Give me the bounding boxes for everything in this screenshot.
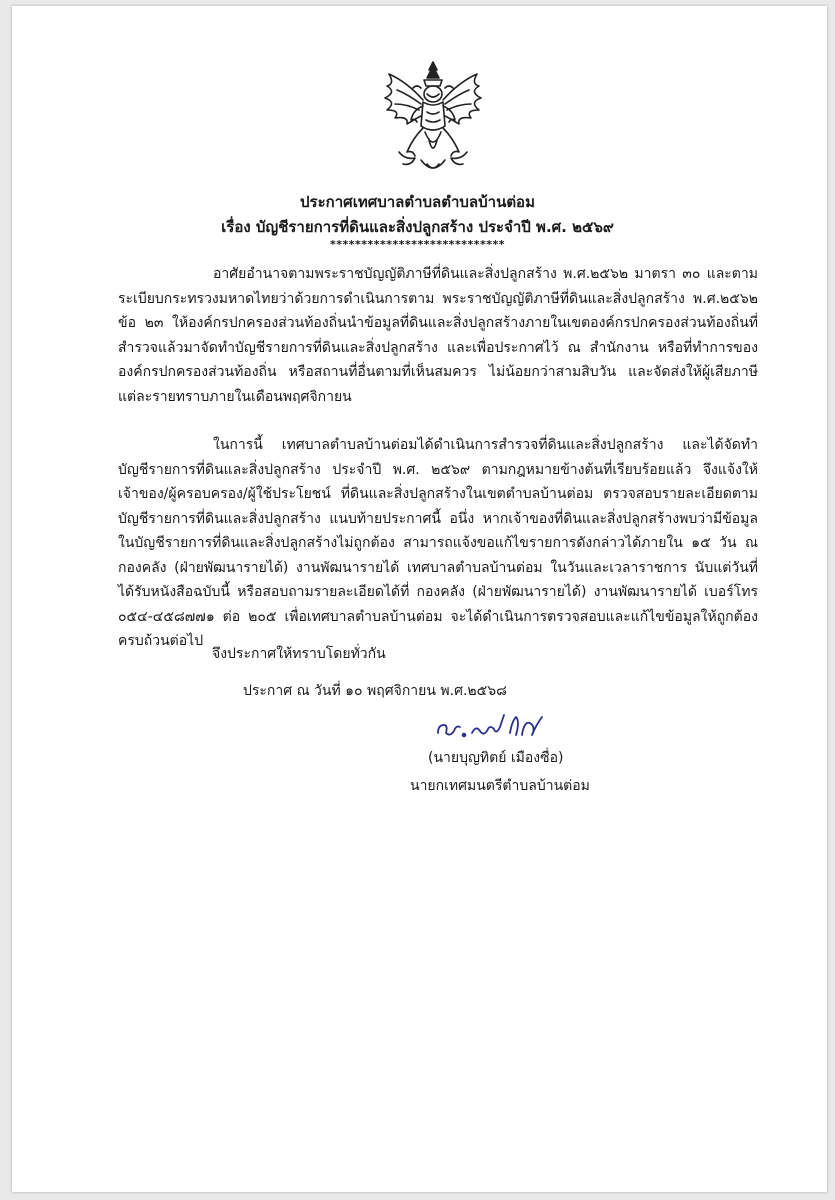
- announcement-subject: เรื่อง บัญชีรายการที่ดินและสิ่งปลูกสร้าง ประจำปี พ.ศ. ๒๕๖๙: [221, 218, 614, 236]
- title-separator: ****************************: [329, 238, 506, 251]
- announcement-title: ประกาศเทศบาลตำบลตำบลบ้านต่อม: [300, 193, 535, 211]
- body-paragraph-2: ในการนี้ เทศบาลตำบลบ้านต่อมได้ดำเนินการสำรวจที่ดินและสิ่งปลูกสร้าง และได้จัดทำบัญชีรายการที่ดินและสิ่งปลูกสร้าง ประจำปี พ.ศ. ๒๕๖๙ ตามกฎหมายข้างต้นที่เรียบร้อยแล้ว จึงแจ้งให้เจ้าของ/ผู้ครอบครอง/ผู้ใช้ประโยชน์ ที่ดินและสิ่งปลูกสร้างในเขตตำบลบ้านต่อม ตรวจสอบรายละเอียดตามบัญชีรายการที่ดินและสิ่งปลูกสร้าง แนบท้ายประกาศนี้ อนึ่ง หากเจ้าของที่ดินและสิ่งปลูกสร้างพบว่ามีข้อมูลในบัญชีรายการที่ดินและสิ่งปลูกสร้างไม่ถูกต้อง สามารถแจ้งขอแก้ไขรายการดังกล่าวได้ภายใน ๑๕ วัน ณ กองคลัง (ฝ่ายพัฒนารายได้) งานพัฒนารายได้ เทศบาลตำบลบ้านต่อม ในวันและเวลาราชการ นับแต่วันที่ได้รับหนังสือฉบับนี้ หรือสอบถามรายละเอียดได้ที่ กองคลัง (ฝ่ายพัฒนารายได้) งานพัฒนารายได้ เบอร์โทร ๐๕๔-๔๕๘๗๗๑ ต่อ ๒๐๕ เพื่อเทศบาลตำบลบ้านต่อม จะได้ดำเนินการตรวจสอบและแก้ไขข้อมูลให้ถูกต้องครบถ้วนต่อไป: [118, 437, 758, 649]
- handwritten-signature: [432, 707, 552, 747]
- signer-name: (นายบุญทิตย์ เมืองซื่อ): [428, 750, 564, 766]
- body-paragraph-1: อาศัยอำนาจตามพระราชบัญญัติภาษีที่ดินและสิ่งปลูกสร้าง พ.ศ.๒๕๖๒ มาตรา ๓๐ และตามระเบียบกระทรวงมหาดไทยว่าด้วยการดำเนินการตาม พระราชบัญญัติภาษีที่ดินและสิ่งปลูกสร้าง พ.ศ.๒๕๖๒ ข้อ ๒๓ ให้องค์กรปกครองส่วนท้องถิ่นนำข้อมูลที่ดินและสิ่งปลูกสร้างภายในเขตองค์กรปกครองส่วนท้องถิ่นที่สำรวจแล้วมาจัดทำบัญชีรายการที่ดินและสิ่งปลูกสร้าง และเพื่อประกาศไว้ ณ สำนักงาน หรือที่ทำการขององค์กรปกครองส่วนท้องถิ่น หรือสถานที่อื่นตามที่เห็นสมควร ไม่น้อยกว่าสามสิบวัน และจัดส่งให้ผู้เสียภาษีแต่ละรายทราบภายในเดือนพฤศจิกายน: [118, 266, 758, 405]
- closing-statement: จึงประกาศให้ทราบโดยทั่วกัน: [212, 646, 386, 662]
- announcement-date: ประกาศ ณ วันที่ ๑๐ พฤศจิกายน พ.ศ.๒๕๖๘: [243, 683, 507, 699]
- garuda-emblem-icon: [377, 60, 489, 178]
- signer-position: นายกเทศมนตรีตำบลบ้านต่อม: [410, 778, 590, 794]
